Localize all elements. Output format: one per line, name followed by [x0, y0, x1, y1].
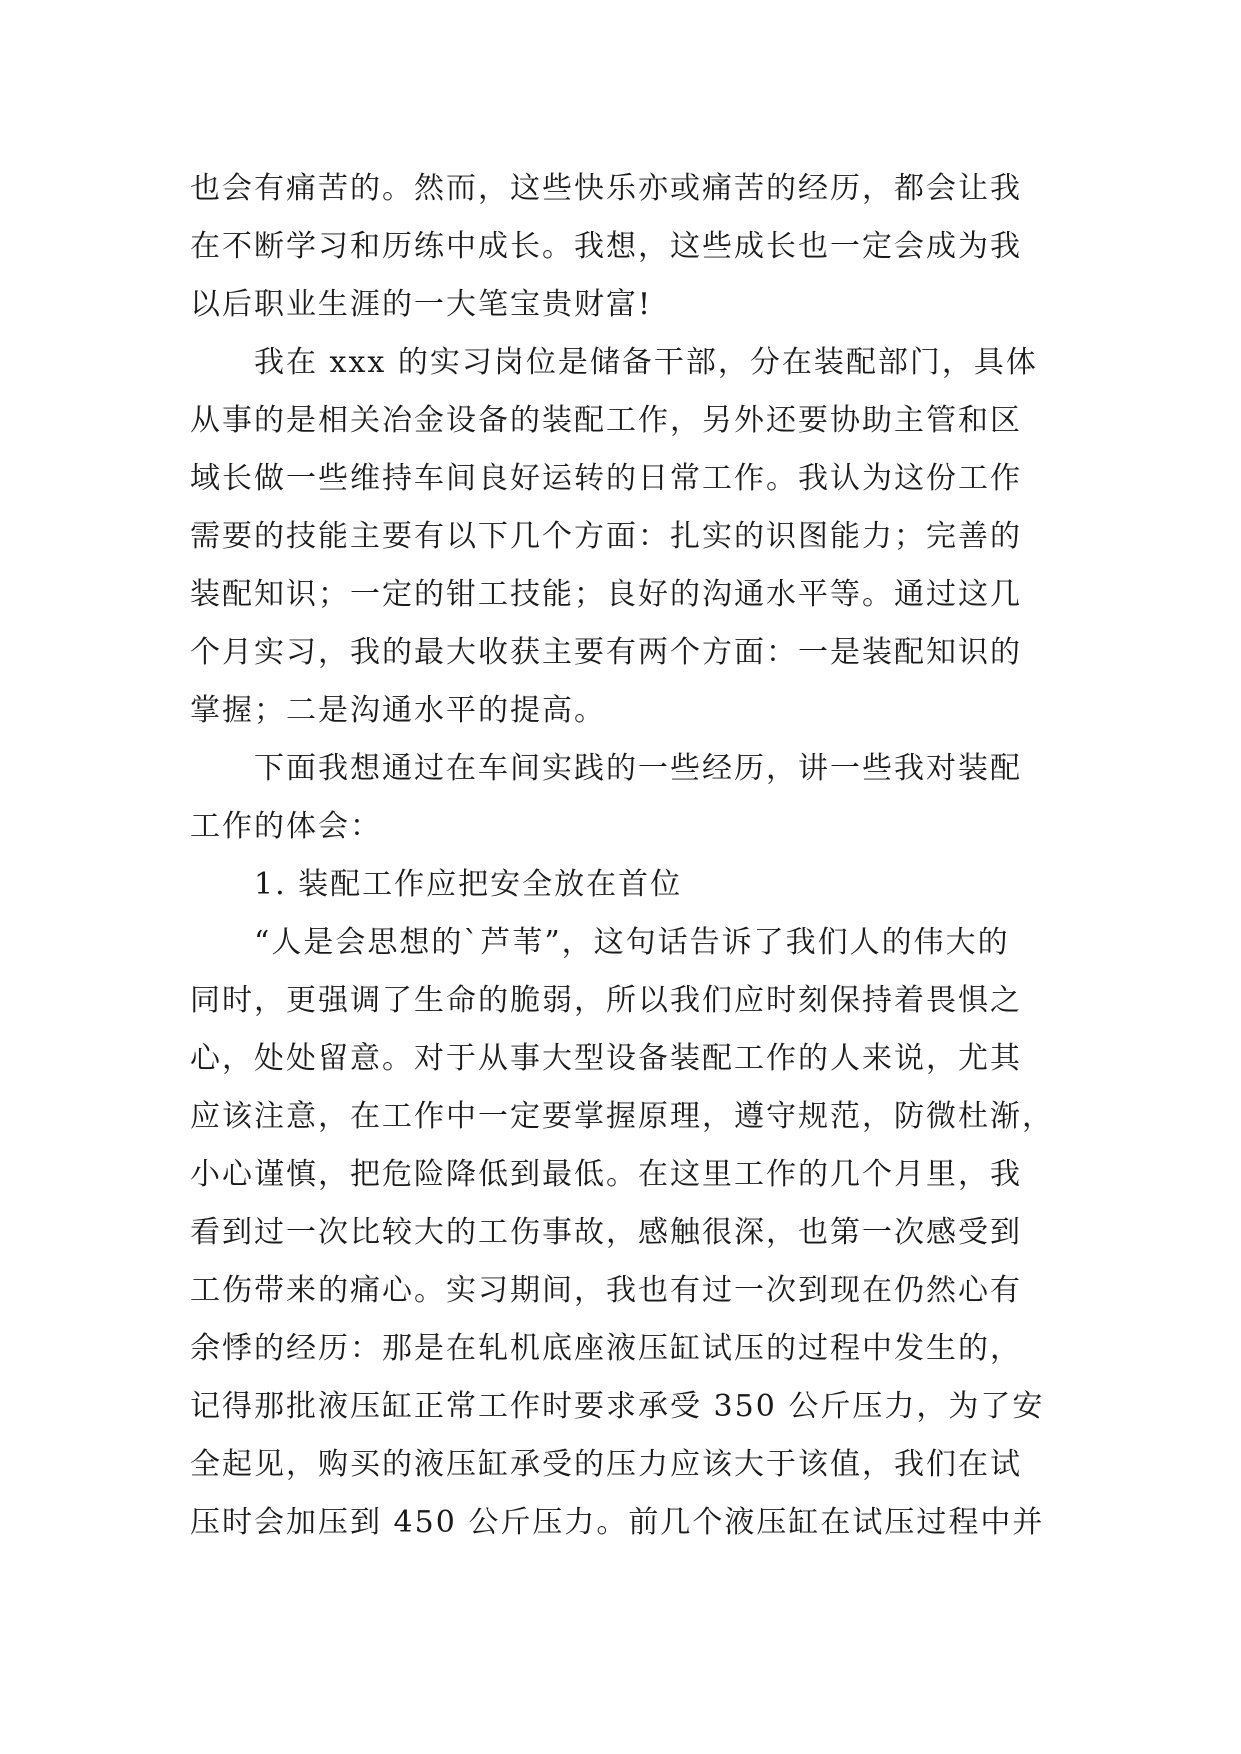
text-line: 记得那批液压缸正常工作时要求承受 350 公斤压力，为了安: [190, 1389, 1045, 1424]
paragraph-first-line: “人是会思想的`芦苇”，这句话告诉了我们人的伟大的: [254, 925, 1010, 960]
text-line: 域长做一些维持车间良好运转的日常工作。我认为这份工作: [190, 461, 1022, 496]
text-line: 工作的体会：: [190, 809, 382, 844]
text-line: 需要的技能主要有以下几个方面：扎实的识图能力；完善的: [190, 519, 1022, 554]
paragraph-first-line: 下面我想通过在车间实践的一些经历，讲一些我对装配: [254, 751, 1022, 786]
text-line: 装配知识；一定的钳工技能；良好的沟通水平等。通过这几: [190, 577, 1022, 612]
text-line: 个月实习，我的最大收获主要有两个方面：一是装配知识的: [190, 635, 1022, 670]
text-line: 余悸的经历：那是在轧机底座液压缸试压的过程中发生的，: [190, 1331, 1022, 1366]
text-line: 掌握；二是沟通水平的提高。: [190, 693, 606, 728]
text-line: 从事的是相关冶金设备的装配工作，另外还要协助主管和区: [190, 403, 1022, 438]
text-line: 心，处处留意。对于从事大型设备装配工作的人来说，尤其: [190, 1041, 1022, 1076]
paragraph-first-line: 我在 xxx 的实习岗位是储备干部，分在装配部门，具体: [254, 345, 1038, 380]
text-line: 同时，更强调了生命的脆弱，所以我们应时刻保持着畏惧之: [190, 983, 1022, 1018]
text-line: 小心谨慎，把危险降低到最低。在这里工作的几个月里，我: [190, 1157, 1022, 1192]
text-line: 全起见，购买的液压缸承受的压力应该大于该值，我们在试: [190, 1447, 1022, 1482]
text-line: 压时会加压到 450 公斤压力。前几个液压缸在试压过程中并: [190, 1505, 1045, 1540]
text-line: 在不断学习和历练中成长。我想，这些成长也一定会成为我: [190, 229, 1022, 264]
text-line: 也会有痛苦的。然而，这些快乐亦或痛苦的经历，都会让我: [190, 171, 1022, 206]
text-line: 应该注意，在工作中一定要掌握原理，遵守规范，防微杜渐，: [190, 1099, 1054, 1134]
text-line: 工伤带来的痛心。实习期间，我也有过一次到现在仍然心有: [190, 1273, 1022, 1308]
text-line: 看到过一次比较大的工伤事故，感触很深，也第一次感受到: [190, 1215, 1022, 1250]
text-line: 以后职业生涯的一大笔宝贵财富!: [190, 287, 653, 322]
section-heading: 1. 装配工作应把安全放在首位: [254, 867, 683, 902]
document-body: [190, 160, 1054, 1552]
